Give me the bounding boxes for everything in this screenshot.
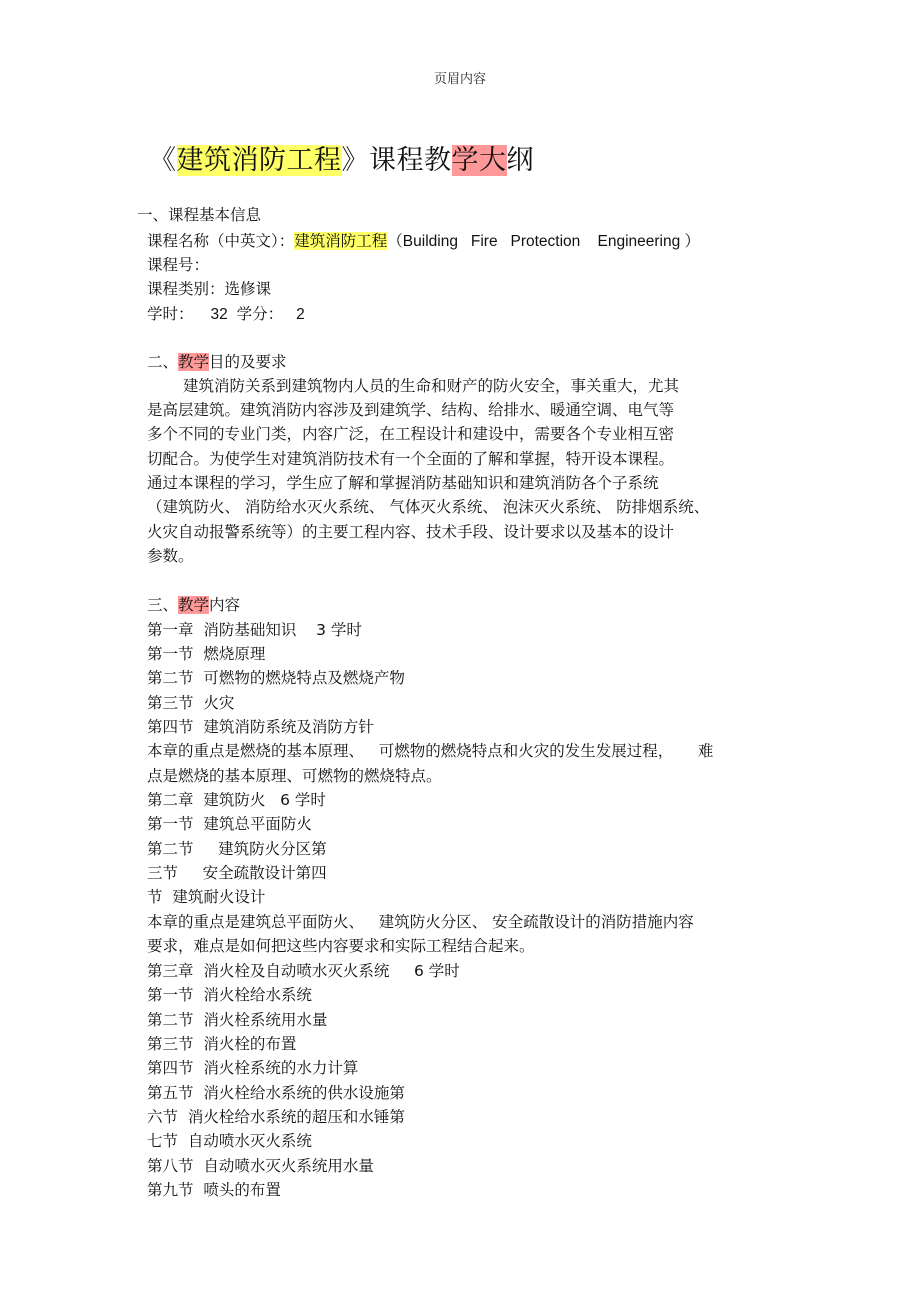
- course-name-line: [147, 229, 700, 254]
- course-name-label: 课程名称（中英文）：: [147, 232, 295, 250]
- section-item: 第一节 建筑总平面防火: [147, 815, 312, 833]
- section2-paragraph-line: 切配合。为使学生对建筑消防技术有一个全面的了解和掌握，特开设本课程。: [147, 450, 675, 468]
- section-item: 第八节 自动喷水灭火系统用水量: [147, 1157, 374, 1175]
- course-name-cn: 建筑消防工程: [294, 232, 388, 250]
- course-hours-line: [147, 302, 305, 327]
- section-item: 第三节 消火栓的布置: [147, 1035, 297, 1053]
- section-item: 第一节 消火栓给水系统: [147, 986, 312, 1004]
- title-open: 《: [149, 145, 177, 176]
- hours-label: 学时：: [147, 305, 194, 323]
- section2-paragraph-line: 是高层建筑。建筑消防内容涉及到建筑学、结构、给排水、暖通空调、电气等: [147, 401, 675, 419]
- section-item: 第三节 火灾: [147, 694, 235, 712]
- title-highlight-pink: 学大: [451, 145, 507, 176]
- section-item: 七节 自动喷水灭火系统: [147, 1132, 312, 1150]
- section3-heading: [147, 593, 240, 617]
- section2-paragraph-line: 通过本课程的学习，学生应了解和掌握消防基础知识和建筑消防各个子系统: [147, 474, 659, 492]
- section2-paragraph-line: （建筑防火、 消防给水灭火系统、 气体灭火系统、 泡沫灭火系统、 防排烟系统、: [147, 498, 710, 516]
- section-item: 第四节 建筑消防系统及消防方针: [147, 718, 374, 736]
- page-title: [149, 138, 534, 177]
- section-item: 第二节 可燃物的燃烧特点及燃烧产物: [147, 669, 405, 687]
- section-item: 第五节 消火栓给水系统的供水设施第: [147, 1084, 405, 1102]
- page-header: 页眉内容: [433, 72, 486, 87]
- section3-heading-highlight: 教学: [178, 596, 210, 614]
- chapter-heading: 第一章 消防基础知识 3 学时: [147, 621, 362, 639]
- chapter-heading: 第二章 建筑防火 6 学时: [147, 791, 326, 809]
- course-name-en: Building Fire Protection Engineering: [402, 233, 685, 250]
- section1-heading: 一、课程基本信息: [137, 206, 262, 224]
- section2-paragraph-line: 参数。: [147, 547, 194, 565]
- section-item: 第四节 消火栓系统的水力计算: [147, 1059, 359, 1077]
- section3-heading-prefix: 三、: [147, 596, 179, 614]
- section2-heading-highlight: 教学: [178, 353, 210, 371]
- section-item: 六节 消火栓给水系统的超压和水锤第: [147, 1108, 405, 1126]
- section-item: 第一节 燃烧原理: [147, 645, 266, 663]
- section-item: 三节 安全疏散设计第四: [147, 864, 327, 882]
- title-highlight-course: 建筑消防工程: [176, 145, 342, 176]
- course-name-close: ）: [684, 232, 701, 250]
- section-item: 第二节 消火栓系统用水量: [147, 1011, 328, 1029]
- course-category: 课程类别：选修课: [147, 280, 272, 298]
- chapter-summary: 本章的重点是建筑总平面防火、 建筑防火分区、 安全疏散设计的消防措施内容: [147, 913, 694, 931]
- credits-value: 2: [296, 306, 305, 323]
- section2-paragraph-line: 火灾自动报警系统等）的主要工程内容、技术手段、设计要求以及基本的设计: [147, 523, 675, 541]
- title-end: 纲: [506, 145, 534, 176]
- course-number: 课程号：: [147, 256, 210, 274]
- course-name-open: （: [387, 232, 403, 250]
- section2-heading-prefix: 二、: [147, 353, 179, 371]
- chapter-heading: 第三章 消火栓及自动喷水灭火系统 6 学时: [147, 962, 460, 980]
- section-item: 第二节 建筑防火分区第: [147, 840, 327, 858]
- chapter-summary: 本章的重点是燃烧的基本原理、 可燃物的燃烧特点和火灾的发生发展过程， 难: [147, 742, 714, 760]
- chapter-summary: 要求，难点是如何把这些内容要求和实际工程结合起来。: [147, 937, 535, 955]
- section3-heading-rest: 内容: [209, 596, 241, 614]
- hours-value: 32: [210, 306, 228, 323]
- title-middle: 》课程教: [341, 145, 452, 176]
- section-item: 节 建筑耐火设计: [147, 888, 266, 906]
- chapter-summary: 点是燃烧的基本原理、可燃物的燃烧特点。: [147, 767, 442, 785]
- section2-paragraph-line: 建筑消防关系到建筑物内人员的生命和财产的防火安全，事关重大，尤其: [183, 377, 680, 395]
- section2-paragraph-line: 多个不同的专业门类，内容广泛，在工程设计和建设中，需要各个专业相互密: [147, 425, 675, 443]
- section2-heading: [147, 350, 287, 374]
- section2-heading-rest: 目的及要求: [209, 353, 287, 371]
- section-item: 第九节 喷头的布置: [147, 1181, 281, 1199]
- credits-label: 学分：: [236, 305, 284, 323]
